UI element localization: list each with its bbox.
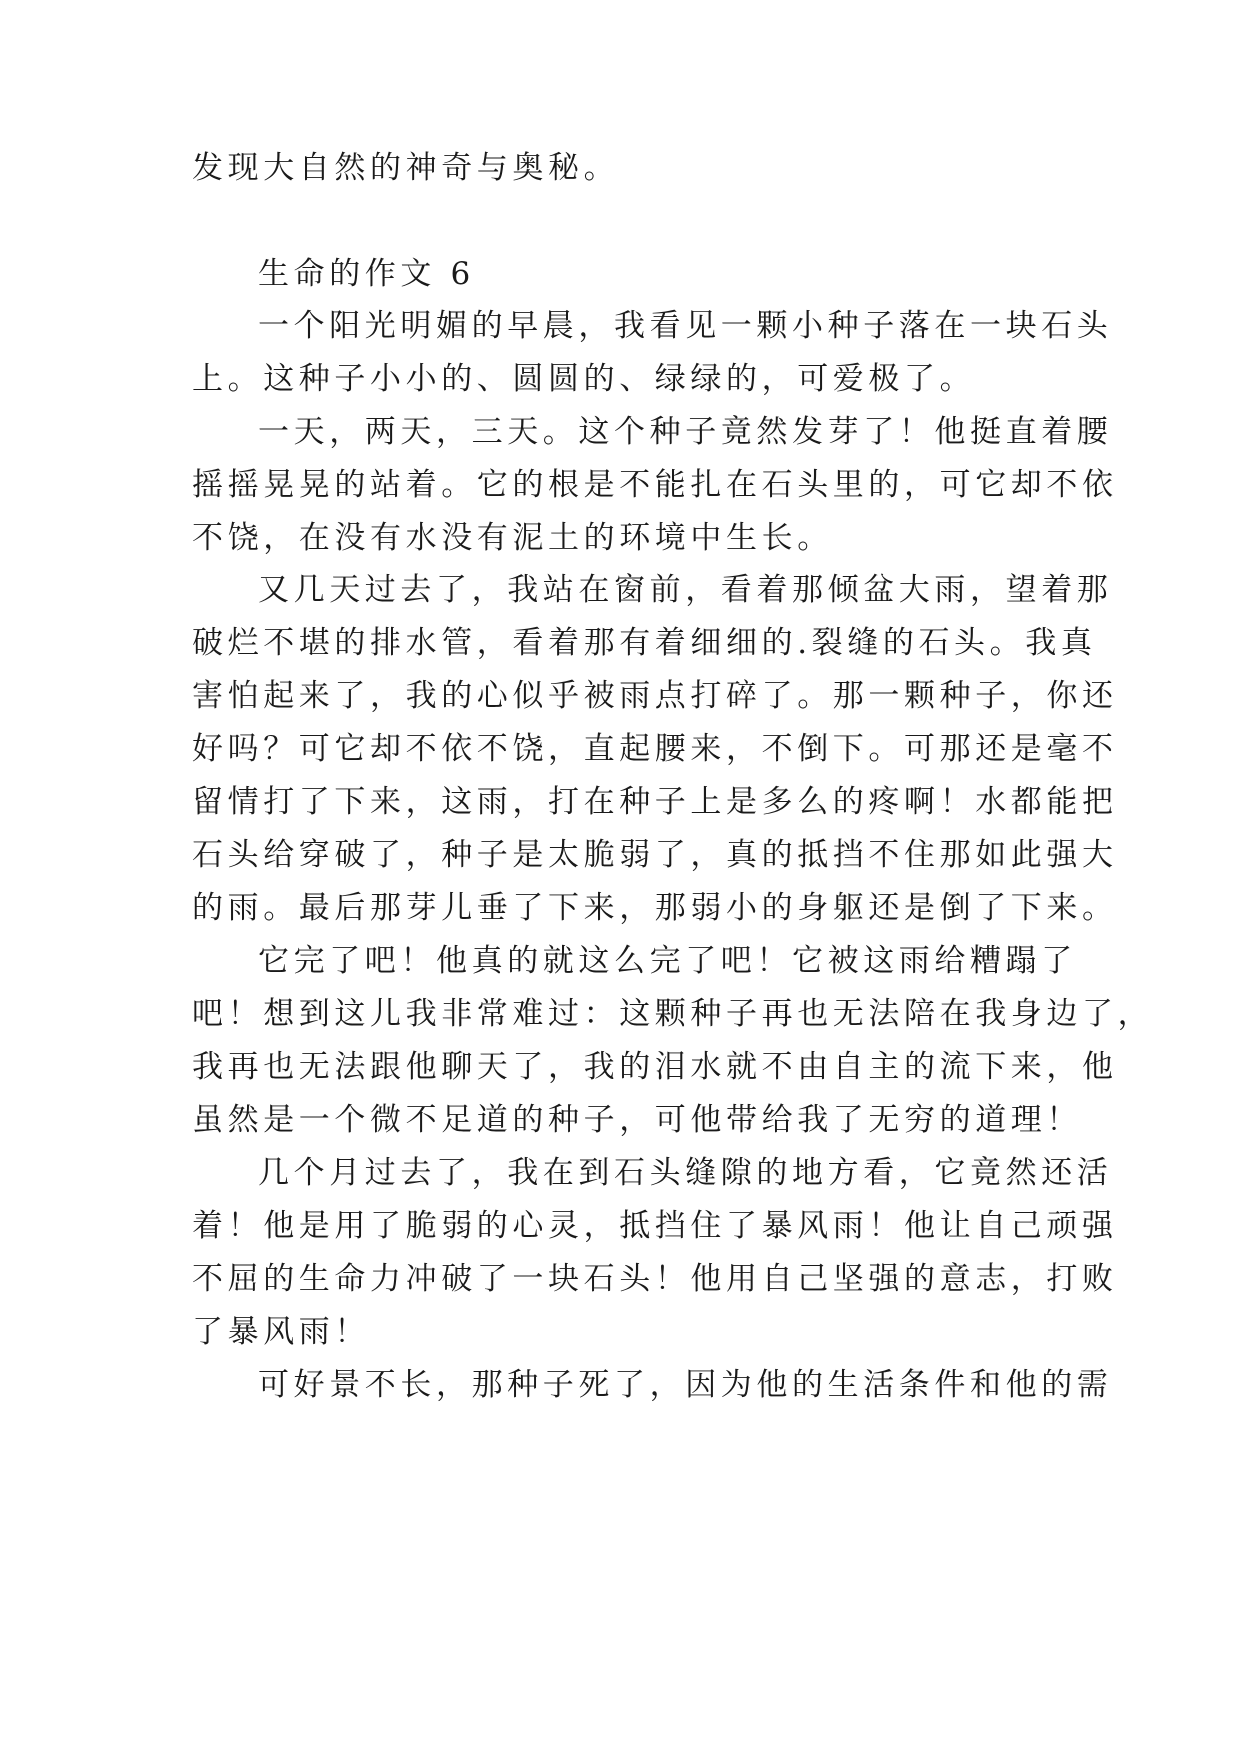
section-heading: 生命的作文 6 (258, 256, 475, 292)
text-line: 留情打了下来，这雨，打在种子上是多么的疼啊！水都能把 (192, 784, 1118, 820)
text-line: 吧！想到这儿我非常难过：这颗种子再也无法陪在我身边了， (192, 996, 1154, 1032)
text-line: 害怕起来了，我的心似乎被雨点打碎了。那一颗种子，你还 (192, 678, 1118, 714)
text-line: 虽然是一个微不足道的种子，可他带给我了无穷的道理！ (192, 1102, 1082, 1138)
text-line: 了暴风雨！ (192, 1314, 370, 1350)
text-line: 一天，两天，三天。这个种子竟然发芽了！他挺直着腰 (258, 414, 1113, 450)
text-line: 的雨。最后那芽儿垂了下来，那弱小的身躯还是倒了下来。 (192, 890, 1118, 926)
text-line: 可好景不长，那种子死了，因为他的生活条件和他的需 (258, 1367, 1113, 1403)
text-line: 着！他是用了脆弱的心灵，抵挡住了暴风雨！他让自己顽强 (192, 1208, 1118, 1244)
text-line: 一个阳光明媚的早晨，我看见一颗小种子落在一块石头 (258, 308, 1113, 344)
text-line: 石头给穿破了，种子是太脆弱了，真的抵挡不住那如此强大 (192, 837, 1118, 873)
text-line: 又几天过去了，我站在窗前，看着那倾盆大雨，望着那 (258, 572, 1113, 608)
text-line: 破烂不堪的排水管，看着那有着细细的.裂缝的石头。我真 (192, 625, 1097, 661)
text-line: 不屈的生命力冲破了一块石头！他用自己坚强的意志，打败 (192, 1261, 1118, 1297)
text-line: 好吗？可它却不依不饶，直起腰来，不倒下。可那还是毫不 (192, 731, 1118, 767)
text-line: 上。这种子小小的、圆圆的、绿绿的，可爱极了。 (192, 361, 976, 397)
text-line: 它完了吧！他真的就这么完了吧！它被这雨给糟蹋了 (258, 943, 1077, 979)
text-line: 不饶，在没有水没有泥土的环境中生长。 (192, 520, 833, 556)
text-line: 几个月过去了，我在到石头缝隙的地方看，它竟然还活 (258, 1155, 1113, 1191)
text-line: 我再也无法跟他聊天了，我的泪水就不由自主的流下来，他 (192, 1049, 1118, 1085)
text-line: 发现大自然的神奇与奥秘。 (192, 150, 620, 186)
text-line: 摇摇晃晃的站着。它的根是不能扎在石头里的，可它却不依 (192, 467, 1118, 503)
